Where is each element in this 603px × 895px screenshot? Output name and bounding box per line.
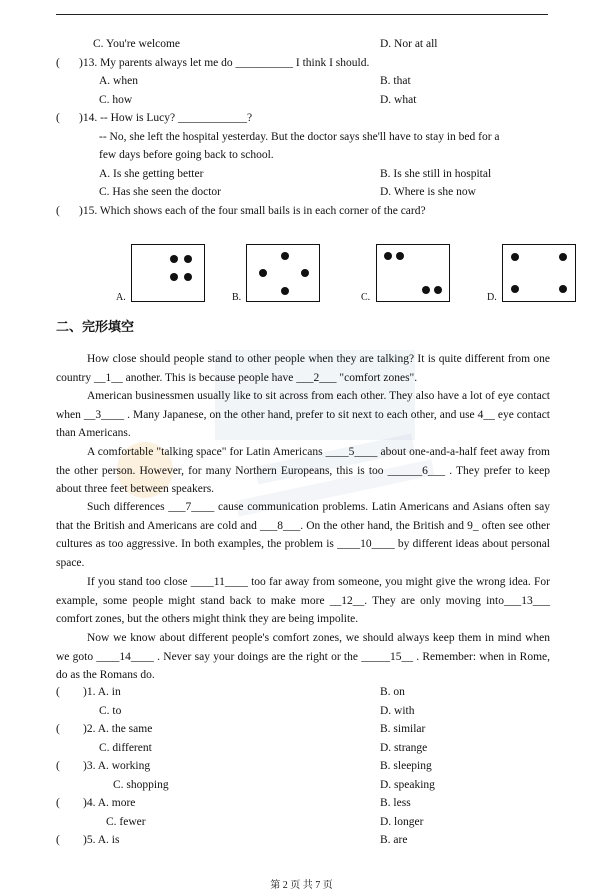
cloze-1-option-d: D. with (380, 705, 415, 717)
cloze-4-paren: ( (56, 797, 60, 809)
ball (281, 287, 289, 295)
q15-label-d: D. (487, 292, 497, 303)
ball (511, 285, 519, 293)
passage-paragraph-6: Now we know about different people's comfort zones, we should always keep them in mind when we goto ____14____ . Never say your doings are the right or the _____15__ . Remember: when in Rome, do as the Romans do. (56, 632, 550, 682)
q15-card-a (131, 244, 205, 302)
section-title: 二、完形填空 (56, 320, 135, 335)
q13-paren: ( (56, 57, 60, 69)
q15-card-c (376, 244, 450, 302)
cloze-4-option-b: B. less (380, 797, 411, 809)
ball (170, 255, 178, 263)
q14-stem: )14. -- How is Lucy? ____________? (79, 112, 253, 124)
q13-stem: )13. My parents always let me do __________ I think I should. (79, 57, 370, 69)
q15-label-b: B. (232, 292, 242, 303)
passage-paragraph-1: How close should people stand to other people when they are talking? It is quite different from one country __1__ another. This is because people have ___2___ "comfort zones". (56, 353, 550, 384)
ball (184, 255, 192, 263)
q13-option-b: B. that (380, 75, 411, 87)
q15-label-a: A. (116, 292, 126, 303)
ball (559, 285, 567, 293)
header-rule (56, 14, 548, 15)
ball (301, 269, 309, 277)
cloze-3-paren: ( (56, 760, 60, 772)
cloze-2-option-a: )2. A. the same (83, 723, 153, 735)
q15-card-d (502, 244, 576, 302)
cloze-4-option-c: C. fewer (106, 816, 146, 828)
ball (384, 252, 392, 260)
cloze-3-option-b: B. sleeping (380, 760, 432, 772)
ball (259, 269, 267, 277)
q15-label-c: C. (361, 292, 371, 303)
passage-paragraph-5: If you stand too close ____11____ too far away from someone, you might give the wrong idea. For example, some people might stand back to make more __12__. They are only moving into___13___ comfort zones, but the others might think they are being impolite. (56, 576, 550, 626)
cloze-5-paren: ( (56, 834, 60, 846)
q12-option-d: D. Nor at all (380, 38, 438, 50)
page-number: 第 2 页 共 7 页 (270, 880, 333, 891)
q14-option-b: B. Is she still in hospital (380, 168, 492, 180)
cloze-3-option-d: D. speaking (380, 779, 435, 791)
cloze-4-option-a: )4. A. more (83, 797, 136, 809)
q14-option-c: C. Has she seen the doctor (99, 186, 221, 198)
passage-paragraph-2: American businessmen usually like to sit across from each other. They also have a lot of eye contact when __3____ . Many Japanese, on the other hand, prefer to sit next to each other, and use 4__ eye contact than Americans. (56, 390, 550, 440)
ball (559, 253, 567, 261)
cloze-1-option-c: C. to (99, 705, 122, 717)
cloze-3-option-c: C. shopping (113, 779, 169, 791)
q14-option-a: A. Is she getting better (99, 168, 204, 180)
cloze-5-option-a: )5. A. is (83, 834, 120, 846)
q14-reply-line1: -- No, she left the hospital yesterday. But the doctor says she'll have to stay in bed for a (99, 131, 500, 143)
q13-option-d: D. what (380, 94, 417, 106)
cloze-1-paren: ( (56, 686, 60, 698)
q13-option-c: C. how (99, 94, 133, 106)
ball (281, 252, 289, 260)
cloze-3-option-a: )3. A. working (83, 760, 151, 772)
q12-option-c: C. You're welcome (93, 38, 181, 50)
passage-paragraph-4: Such differences ___7____ cause communication problems. Latin Americans and Asians often say that the British and Americans are cold and ___8___. On the other hand, the British and 9_ often see other cultures as too aggressive. In both examples, the problem is ____10____ by different ideas about personal space. (56, 501, 550, 569)
cloze-2-paren: ( (56, 723, 60, 735)
cloze-2-option-b: B. similar (380, 723, 426, 735)
ball (184, 273, 192, 281)
ball (434, 286, 442, 294)
q14-reply-line2: few days before going back to school. (99, 149, 274, 161)
cloze-2-option-d: D. strange (380, 742, 428, 754)
cloze-1-option-a: )1. A. in (83, 686, 121, 698)
q13-option-a: A. when (99, 75, 138, 87)
q15-paren: ( (56, 205, 60, 217)
ball (511, 253, 519, 261)
q15-stem: )15. Which shows each of the four small bails is in each corner of the card? (79, 205, 426, 217)
q15-card-b (246, 244, 320, 302)
q14-option-d: D. Where is she now (380, 186, 476, 198)
cloze-2-option-c: C. different (99, 742, 152, 754)
ball (170, 273, 178, 281)
ball (422, 286, 430, 294)
cloze-4-option-d: D. longer (380, 816, 424, 828)
cloze-1-option-b: B. on (380, 686, 405, 698)
ball (396, 252, 404, 260)
cloze-5-option-b: B. are (380, 834, 408, 846)
passage-paragraph-3: A comfortable "talking space" for Latin Americans ____5____ about one-and-a-half feet away from the other person. However, for many Northern Europeans, this is too ______6___ . They prefer to keep about three feet between speakers. (56, 446, 550, 496)
q14-paren: ( (56, 112, 60, 124)
